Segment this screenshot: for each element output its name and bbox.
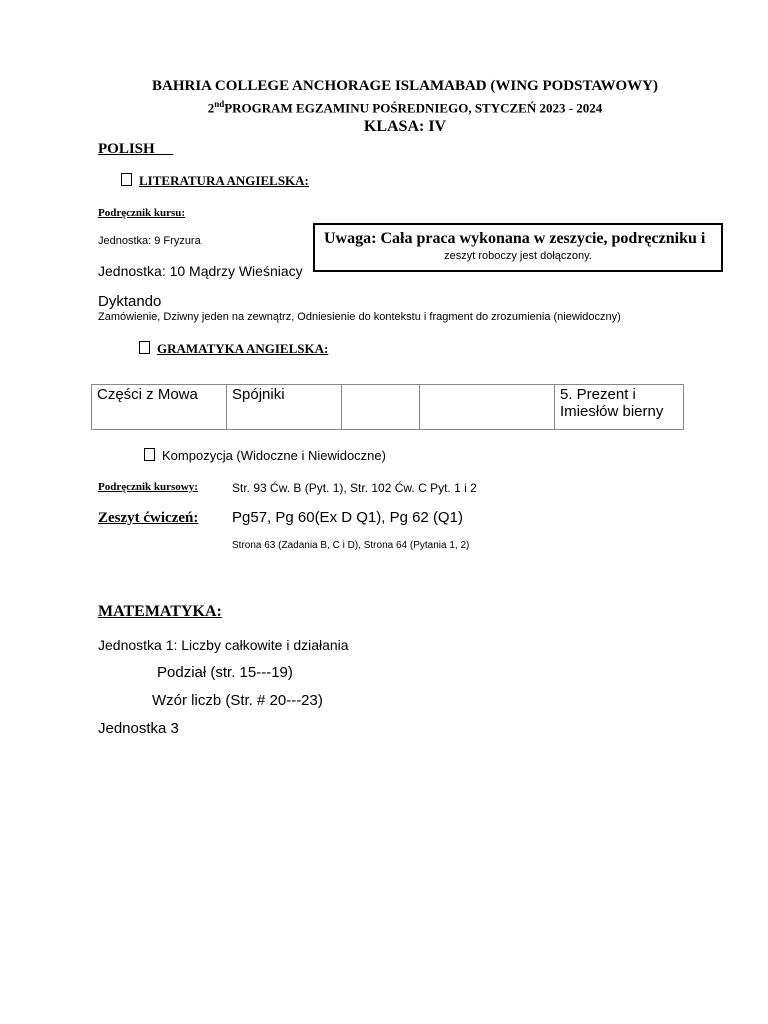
coursebook-label: Podręcznik kursu:	[98, 207, 186, 219]
dictation-tasks: Zamówienie, Dziwny jeden na zewnątrz, Odniesienie do kontekstu i fragment do zrozumienia (niewidoczny)	[98, 311, 621, 323]
program-superscript: nd	[214, 99, 225, 109]
grammar-cell: Części z Mowa	[92, 385, 227, 430]
math-unit-3: Jednostka 3	[98, 720, 179, 737]
table-row	[92, 385, 684, 430]
grammar-cell	[342, 385, 420, 430]
program-number: 2	[207, 100, 215, 116]
workbook-label: Zeszyt ćwiczeń:	[98, 510, 199, 526]
school-title: BAHRIA COLLEGE ANCHORAGE ISLAMABAD (WING PODSTAWOWY)	[151, 78, 659, 94]
note-subtitle: zeszyt roboczy jest dołączony.	[444, 250, 592, 262]
grammar-cell: 5. Prezent i Imiesłów bierny	[555, 385, 684, 430]
checkbox-icon	[139, 341, 150, 354]
checkbox-icon	[144, 448, 155, 461]
class-title: KLASA: IV	[363, 118, 447, 135]
math-unit-1: Jednostka 1: Liczby całkowite i działania	[98, 637, 349, 653]
composition-line: Kompozycja (Widoczne i Niewidoczne)	[144, 448, 386, 463]
grammar-table	[91, 384, 684, 430]
math-division: Podział (str. 15---19)	[157, 664, 293, 681]
program-title	[0, 99, 768, 116]
math-heading: MATEMATYKA:	[98, 603, 222, 620]
math-pattern: Wzór liczb (Str. # 20---23)	[152, 692, 323, 709]
workbook-pages: Pg57, Pg 60(Ex D Q1), Pg 62 (Q1)	[232, 509, 463, 526]
checkbox-icon	[121, 173, 132, 186]
coursebook-label-2: Podręcznik kursowy:	[98, 481, 198, 493]
note-box	[313, 223, 723, 272]
grammar-cell	[420, 385, 555, 430]
coursebook-pages: Str. 93 Ćw. B (Pyt. 1), Str. 102 Ćw. C Pyt. 1 i 2	[232, 481, 477, 495]
program-text: PROGRAM EGZAMINU POŚREDNIEGO, STYCZEŃ 2023 - 2024	[224, 100, 603, 116]
literature-heading: LITERATURA ANGIELSKA:	[121, 173, 309, 189]
note-title: Uwaga: Cała praca wykonana w zeszycie, podręczniku i	[324, 230, 706, 247]
workbook-extra: Strona 63 (Zadania B, C i D), Strona 64 (Pytania 1, 2)	[232, 540, 470, 551]
grammar-heading: GRAMATYKA ANGIELSKA:	[139, 341, 328, 357]
dictation: Dyktando	[98, 293, 162, 310]
unit-9: Jednostka: 9 Fryzura	[98, 235, 201, 247]
unit-10: Jednostka: 10 Mądrzy Wieśniacy	[98, 263, 303, 279]
subject-polish: POLISH	[98, 141, 155, 157]
grammar-cell: Spójniki	[227, 385, 342, 430]
